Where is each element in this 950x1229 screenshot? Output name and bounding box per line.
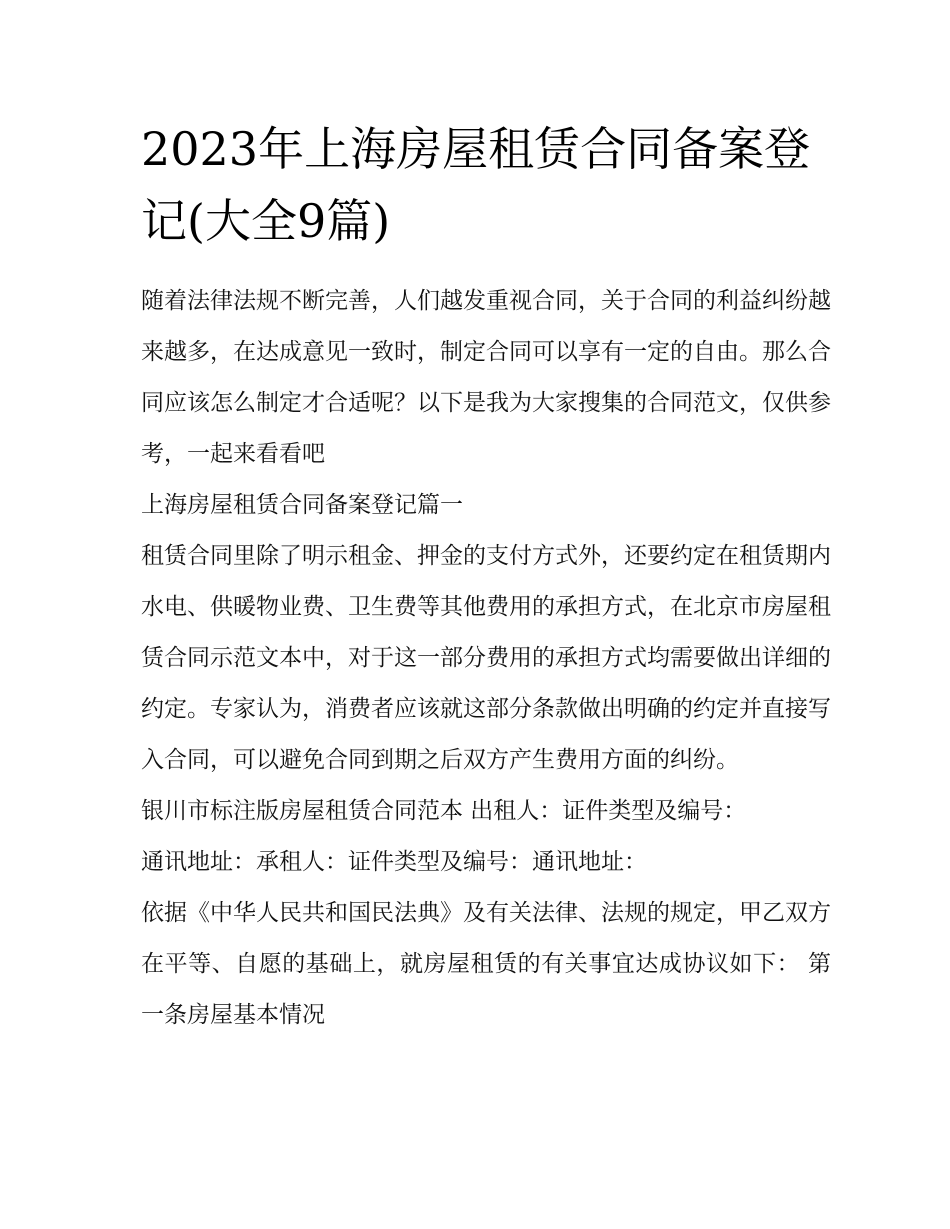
document-title: 2023年上海房屋租赁合同备案登记(大全9篇) [141,122,811,248]
paragraph-intro: 随着法律法规不断完善，人们越发重视合同，关于合同的利益纠纷越来越多，在达成意见一致时，制定合同可以享有一定的自由。那么合同应该怎么制定才合适呢？以下是我为大家搜集的合同范文，仅供参考，一起来看看吧 [141,288,831,467]
document-body [141,276,831,1041]
paragraph-lease-fees: 租赁合同里除了明示租金、押金的支付方式外，还要约定在租赁期内水电、供暖物业费、卫生费等其他费用的承担方式，在北京市房屋租赁合同示范文本中，对于这一部分费用的承担方式均需要做出详细的约定。专家认为，消费者应该就这部分条款做出明确的约定并直接写入合同，可以避免合同到期之后双方产生费用方面的纠纷。 [141,543,831,773]
paragraph-legal-basis: 依据《中华人民共和国民法典》及有关法律、法规的规定，甲乙双方在平等、自愿的基础上，就房屋租赁的有关事宜达成协议如下： 第一条房屋基本情况 [141,900,831,1028]
section-heading: 上海房屋租赁合同备案登记篇一 [141,492,463,518]
paragraph-parties-lessee: 通讯地址：承租人：证件类型及编号：通讯地址： [141,849,647,875]
paragraph-parties-lessor: 银川市标注版房屋租赁合同范本 出租人：证件类型及编号： [141,798,747,824]
